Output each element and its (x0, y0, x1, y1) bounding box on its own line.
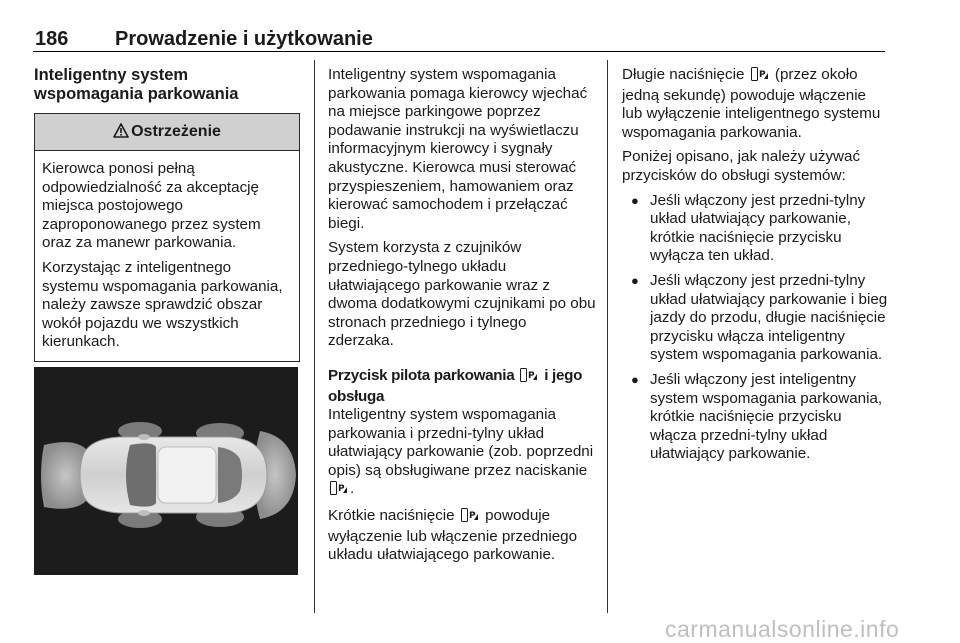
parking-assist-button-icon (330, 481, 348, 501)
section-title: Inteligentny system wspomagania parkowania (34, 66, 239, 103)
paragraph-text: Inteligentny system wspomagania parkowania i przedni-tylny układ ułatwiający parkowanie (zob. poprzedni opis) są obsługiwane przez naciskanie (328, 406, 594, 479)
parking-assist-button-icon (751, 67, 769, 87)
bullet-list (622, 192, 888, 464)
list-item (622, 272, 888, 365)
subheading-text: i jego obsługa (328, 366, 583, 405)
list-item-text: Jeśli włączony jest przedni-tylny układ ułatwiający parkowanie i bieg jazdy do przodu, długie naciśnięcie przycisku włącza inteligentny system wspomagania parkowania. (650, 271, 888, 364)
column-2 (328, 66, 596, 571)
list-item (622, 371, 888, 464)
paragraph (328, 406, 596, 501)
warning-paragraph: Korzystając z inteligentnego systemu wspomagania parkowania, należy zawsze sprawdzić obszar wokół pojazdu we wszystkich kierunkach. (42, 258, 283, 351)
header-rule (33, 51, 885, 52)
list-item-text: Jeśli włączony jest przedni-tylny układ ułatwiający parkowanie, krótkie naciśnięcie przycisku wyłącza ten układ. (650, 191, 866, 265)
parking-sensors-illustration (34, 367, 298, 575)
warning-body (35, 151, 299, 361)
list-item (622, 192, 888, 266)
svg-text:P: P (468, 511, 476, 522)
column-divider (607, 60, 608, 613)
paragraph: Inteligentny system wspomagania parkowania pomaga kierowcy wjechać na miejsce parkingowe poprzez podawanie instrukcji na wyświetlaczu informacyjnym kierowcy i sygnały akustyczne. Kierowca musi sterować przyspieszeniem, hamowaniem oraz kierować samochodem i przełączać biegi. (328, 66, 588, 232)
paragraph-text: (przez około jedną sekundę) powoduje włączenie lub wyłączenie inteligentnego systemu wspomagania parkowania. (622, 66, 881, 141)
chapter-title: Prowadzenie i użytkowanie (115, 28, 373, 50)
svg-text:P: P (528, 370, 535, 381)
svg-text:P: P (758, 70, 766, 80)
paragraph: System korzysta z czujników przedniego-tylnego układu ułatwiającego parkowanie wraz z dwoma dodatkowymi czujnikami po obu stronach przedniego i tylnego zderzaka. (328, 239, 596, 350)
paragraph-text: Długie naciśnięcie (622, 66, 745, 83)
list-item-text: Jeśli włączony jest inteligentny system wspomagania parkowania, krótkie naciśnięcie przycisku włącza przedni-tylny układ ułatwiający parkowanie. (650, 370, 883, 463)
watermark-logo[interactable]: carmanualsonline.info (665, 616, 900, 642)
bullet-icon: ● (631, 371, 639, 387)
column-3 (622, 66, 888, 470)
subheading (328, 367, 596, 406)
column-divider (314, 60, 315, 613)
paragraph-text: powoduje wyłączenie lub włączenie przedniego układu ułatwiającego parkowanie. (328, 507, 578, 564)
warning-paragraph: Kierowca ponosi pełną odpowiedzialność za akceptację miejsca postojowego zaproponowanego przez system oraz za manewr parkowania. (42, 160, 261, 252)
bullet-icon: ● (631, 272, 639, 288)
bullet-icon: ● (631, 192, 639, 208)
warning-title: Ostrzeżenie (131, 123, 221, 140)
svg-text:P: P (338, 484, 345, 495)
subheading-text: Przycisk pilota parkowania (328, 366, 515, 384)
paragraph-text: Krótkie naciśnięcie (328, 507, 455, 525)
column-1 (34, 66, 300, 362)
warning-triangle-icon (113, 116, 129, 152)
paragraph (328, 507, 596, 565)
parking-assist-button-icon (520, 368, 538, 388)
page-number: 186 (35, 28, 69, 50)
paragraph: Poniżej opisano, jak należy używać przycisków do obsługi systemów: (622, 148, 861, 184)
paragraph (622, 66, 888, 142)
warning-header (35, 114, 299, 151)
parking-assist-button-icon (461, 508, 479, 528)
warning-box (34, 113, 300, 362)
paragraph-text: . (350, 480, 355, 498)
